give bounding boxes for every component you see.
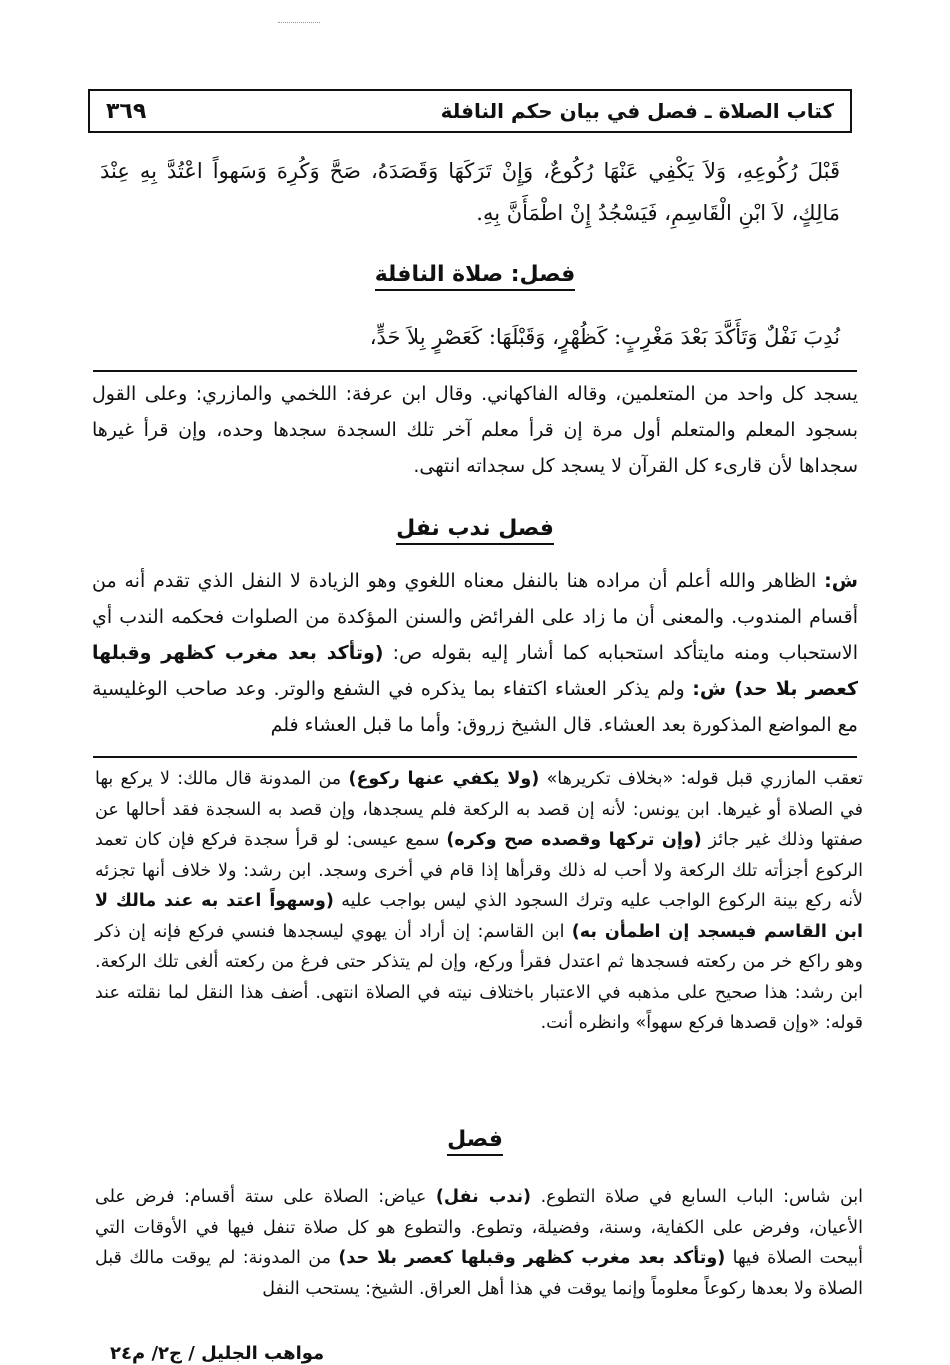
footnote-block-2 bbox=[95, 1182, 863, 1304]
divider-line-1 bbox=[93, 370, 857, 372]
footnote-text: سمع عيسى: لو قرأ سجدة فركع فإن كان تعمد الركوع أجزأته تلك الركعة ولا أحب له ذلك وقرأها إذا قام في أخرى وسجد. ابن رشد: ولا خلاف أنها تجزئه لأنه ركع بينة الركوع الواجب عليه وترك السجود الذي ليس بواجب عليه bbox=[95, 830, 863, 911]
section-heading-nafila-text: فصل: صلاة النافلة bbox=[375, 262, 576, 291]
page-header bbox=[88, 89, 852, 133]
footnote-text: عياض: الصلاة على ستة أقسام: فرض على الأعيان، وفرض على الكفاية، وسنة، وفضيلة، وتطوع. والتطوع هو كل صلاة تنفل فيها في الأوقات التي أبيحت الصلاة فيها bbox=[95, 1187, 863, 1268]
commentary-paragraph-1: يسجد كل واحد من المتعلمين، وقاله الفاكهاني. وقال ابن عرفة: اللخمي والمازري: وعلى القول بسجود المعلم والمتعلم أول مرة إن قرأ معلم آخر تلك السجدة سجدها وحده، وإن قرأ غيرها سجداها لأن قارىء كل القرآن لا يسجد كل سجداته انتهى. bbox=[92, 383, 858, 477]
commentary-marker: ش: bbox=[824, 570, 858, 592]
footnote-quote: (وتأكد بعد مغرب كظهر وقبلها كعصر بلا حد) bbox=[338, 1248, 726, 1268]
footnote-quote: (وإن تركها وقصده صح وكره) bbox=[446, 830, 702, 850]
footnote-text: من المدونة قال مالك: لا يركع بها في الصلاة أو غيرها. ابن يونس: لأنه إن قصد به الركعة فلم يسجدها، وإن قصد به السجدة فقد أحالها عن صفتها وذلك غير جائز bbox=[95, 769, 863, 850]
footnote-quote: (ندب نفل) bbox=[435, 1187, 532, 1207]
section-heading-nadb-nafl bbox=[0, 516, 950, 541]
footnote-block-1 bbox=[95, 764, 863, 1039]
commentary-text-cont: ولم يذكر العشاء اكتفاء بما يذكره في الشفع والوتر. وعد صاحب الوغليسية مع المواضع المذكورة بعد العشاء. قال الشيخ زروق: وأما ما قبل العشاء فلم bbox=[92, 678, 858, 736]
section-heading-nadb-nafl-text: فصل ندب نفل bbox=[396, 516, 554, 545]
footnote-text: ابن شاس: الباب السابع في صلاة التطوع. bbox=[531, 1187, 864, 1207]
section-heading-fasl-text: فصل bbox=[447, 1127, 503, 1156]
matn-text-1: قَبْلَ رُكُوعِهِ، وَلاَ يَكْفِي عَنْهَا رُكُوعٌ، وَإِنْ تَرَكَهَا وَقَصَدَهُ، صَحَّ وَكُرِهَ وَسَهواً اعْتُدَّ بِهِ عِنْدَ مَالِكٍ، لاَ ابْنِ الْقَاسِمِ، فَيَسْجُدُ إِنْ اطْمَأَنَّ بِهِ. bbox=[100, 159, 840, 225]
section-heading-nafila bbox=[0, 262, 950, 287]
footnote-text: من المدونة: لم يوقت مالك قبل الصلاة ولا بعدها ركوعاً معلوماً وإنما يوقت في هذا أهل العراق. الشيخ: يستحب النفل bbox=[95, 1248, 863, 1299]
page-number: ٣٦٩ bbox=[106, 98, 147, 124]
commentary-text: الظاهر والله أعلم أن مراده هنا بالنفل معناه اللغوي وهو الزيادة لا النفل الذي تقدم أنه من أقسام المندوب. والمعنى أن ما زاد على الفرائض والسنن المؤكدة من الصلوات فحكمه الندب أي الاستحباب ومنه مايتأكد استحبابه كما أشار إليه بقوله ص: bbox=[92, 570, 859, 664]
volume-signature: مواهب الجليل / ج٢/ م٢٤ bbox=[110, 1343, 325, 1364]
divider-line-2 bbox=[93, 756, 857, 758]
footnote-quote: (وسهواً اعتد به عند مالك لا ابن القاسم فيسجد إن اطمأن به) bbox=[95, 891, 864, 942]
section-heading-fasl bbox=[0, 1127, 950, 1152]
footnote-text: تعقب المازري قبل قوله: «بخلاف تكريرها» bbox=[539, 769, 863, 789]
running-title: كتاب الصلاة ـ فصل في بيان حكم النافلة bbox=[440, 99, 834, 123]
commentary-paragraph-2 bbox=[92, 563, 858, 743]
scan-mark bbox=[278, 22, 320, 23]
matn-text-2: نُدِبَ نَفْلٌ وَتَأَكَّدَ بَعْدَ مَغْرِبٍ: كَظُهْرٍ، وَقَبْلَهَا: كَعَصْرٍ بِلاَ حَدٍّ، bbox=[369, 325, 840, 349]
footnote-text: ابن القاسم: إن أراد أن يهوي ليسجدها فنسي فركع فإنه إن ذكر وهو راكع خر من ركعته فسجدها ثم اعتدل فقرأ وركع، وإن لم يتذكر حتى فرغ من ركعته ألغى تلك الركعة. ابن رشد: هذا صحيح على مذهبه في الاعتبار باختلاف نيته في الصلاة انتهى. أضف هذا النقل لما نقلته عند قوله: «وإن قصدها فركع سهواً» وانظره أنت. bbox=[95, 921, 863, 1033]
quoted-matn: (وتأكد بعد مغرب كظهر وقبلها كعصر بلا حد) ش: bbox=[92, 642, 859, 700]
footnote-quote: (ولا يكفي عنها ركوع) bbox=[348, 769, 540, 789]
